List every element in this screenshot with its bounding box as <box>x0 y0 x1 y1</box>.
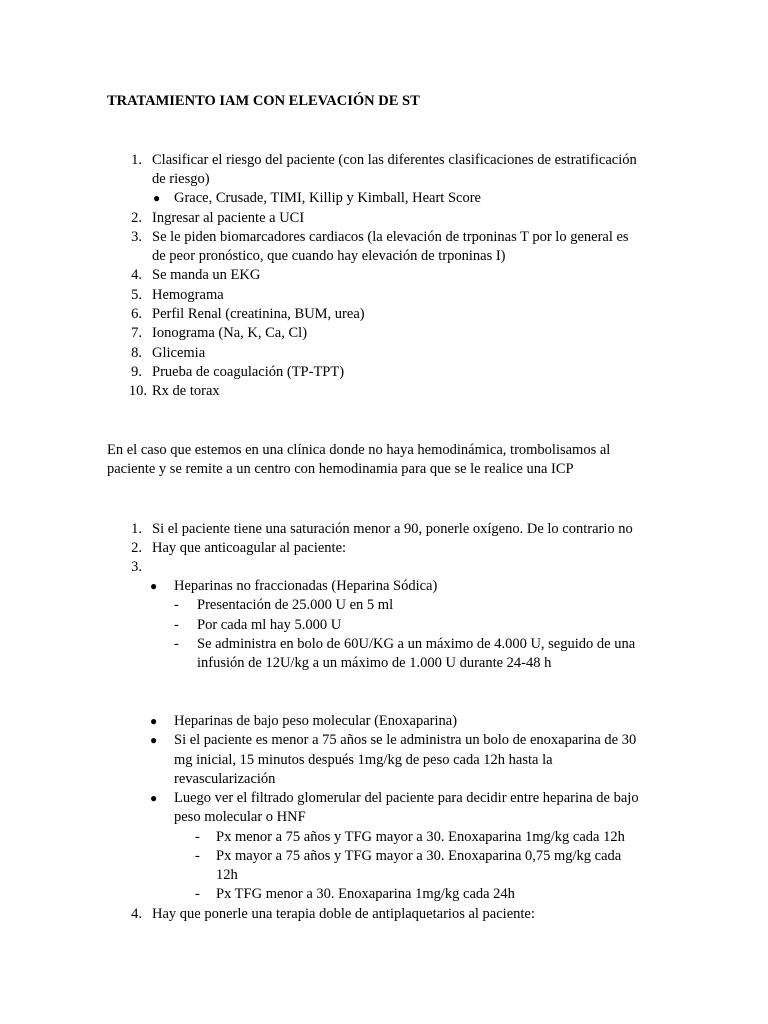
list-item-number: 4. <box>131 267 142 283</box>
dash-icon: - <box>174 636 179 652</box>
list-item-number: 5. <box>131 287 142 303</box>
list-item-number: 6. <box>131 306 142 322</box>
list-item-text: Ingresar al paciente a UCI <box>152 210 305 226</box>
dash-text: Px mayor a 75 años y TFG mayor a 30. Enoxaparina 0,75 mg/kg cada <box>216 848 622 864</box>
paragraph-line: En el caso que estemos en una clínica donde no haya hemodinámica, trombolisamos al <box>107 442 611 458</box>
bullet-icon: ● <box>153 191 161 205</box>
bullet-text: mg inicial, 15 minutos después 1mg/kg de peso cada 12h hasta la <box>174 752 553 768</box>
bullet-text: Luego ver el filtrado glomerular del paciente para decidir entre heparina de bajo <box>174 790 639 806</box>
dash-text: Px menor a 75 años y TFG mayor a 30. Enoxaparina 1mg/kg cada 12h <box>216 829 625 845</box>
bullet-text: peso molecular o HNF <box>174 809 306 825</box>
list-item-text: Ionograma (Na, K, Ca, Cl) <box>152 325 308 341</box>
sub-bullet-text: Grace, Crusade, TIMI, Killip y Kimball, Heart Score <box>174 190 481 206</box>
bullet-icon: ● <box>150 733 158 747</box>
list-item-text: Se manda un EKG <box>152 267 261 283</box>
list-item-text: Hay que anticoagular al paciente: <box>152 540 347 556</box>
list-item-number: 9. <box>131 364 142 380</box>
dash-text: Px TFG menor a 30. Enoxaparina 1mg/kg cada 24h <box>216 886 515 902</box>
bullet-text: Si el paciente es menor a 75 años se le administra un bolo de enoxaparina de 30 <box>174 732 637 748</box>
bullet-text: revascularización <box>174 771 276 787</box>
list-item-text: de riesgo) <box>152 171 210 187</box>
list-item-text: Perfil Renal (creatinina, BUM, urea) <box>152 306 365 322</box>
dash-text: infusión de 12U/kg a un máximo de 1.000 U durante 24-48 h <box>197 655 552 671</box>
dash-icon: - <box>174 597 179 613</box>
dash-icon: - <box>174 617 179 633</box>
bullet-icon: ● <box>150 714 158 728</box>
list-item-number: 2. <box>131 210 142 226</box>
dash-text: Se administra en bolo de 60U/KG a un máximo de 4.000 U, seguido de una <box>197 636 636 652</box>
list-item-number: 1. <box>131 152 142 168</box>
bullet-icon: ● <box>150 791 158 805</box>
paragraph-line: paciente y se remite a un centro con hemodinamia para que se le realice una ICP <box>107 461 574 477</box>
list-item-text: Hemograma <box>152 287 224 303</box>
list-item-text: Se le piden biomarcadores cardiacos (la elevación de trponinas T por lo general es <box>152 229 629 245</box>
dash-icon: - <box>195 848 200 864</box>
dash-text: Por cada ml hay 5.000 U <box>197 617 342 633</box>
list-item-text: Rx de torax <box>152 383 220 399</box>
list-item-text: Si el paciente tiene una saturación menor a 90, ponerle oxígeno. De lo contrario no <box>152 521 633 537</box>
bullet-icon: ● <box>150 579 158 593</box>
list-item-number: 8. <box>131 345 142 361</box>
list-item-number: 2. <box>131 540 142 556</box>
dash-text: Presentación de 25.000 U en 5 ml <box>197 597 394 613</box>
list-item-text: Clasificar el riesgo del paciente (con las diferentes clasificaciones de estratificación <box>152 152 637 168</box>
list-item-number: 3. <box>131 229 142 245</box>
page-title: TRATAMIENTO IAM CON ELEVACIÓN DE ST <box>107 93 420 109</box>
list-item-number: 4. <box>131 906 142 922</box>
list-item-number: 10. <box>128 383 147 399</box>
list-item-text: de peor pronóstico, que cuando hay elevación de trponinas I) <box>152 248 506 264</box>
list-item-text: Glicemia <box>152 345 206 361</box>
bullet-text: Heparinas de bajo peso molecular (Enoxaparina) <box>174 713 458 729</box>
dash-text: 12h <box>216 867 238 883</box>
list-item-number: 3. <box>131 559 142 575</box>
dash-icon: - <box>195 886 200 902</box>
list-item-text: Hay que ponerle una terapia doble de antiplaquetarios al paciente: <box>152 906 535 922</box>
list-item-number: 1. <box>131 521 142 537</box>
bullet-text: Heparinas no fraccionadas (Heparina Sódica) <box>174 578 438 594</box>
list-item-text: Prueba de coagulación (TP-TPT) <box>152 364 345 380</box>
dash-icon: - <box>195 829 200 845</box>
list-item-number: 7. <box>131 325 142 341</box>
